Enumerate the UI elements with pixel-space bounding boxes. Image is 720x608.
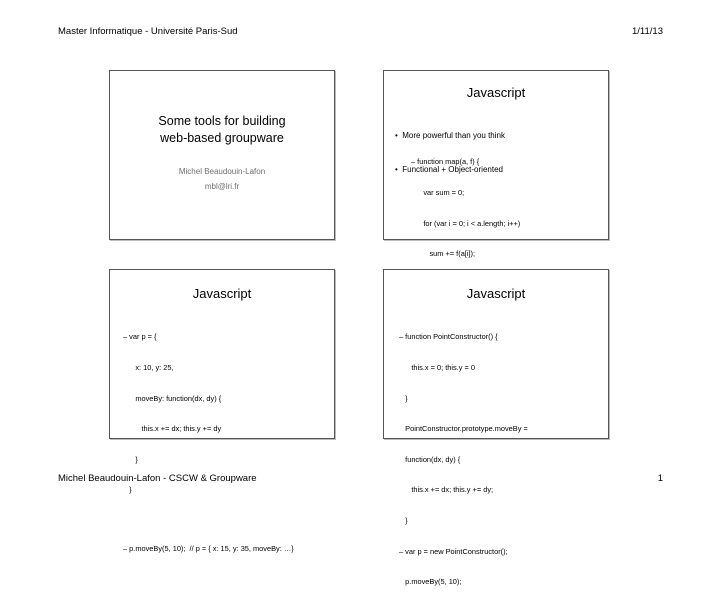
code-line: function(dx, dy) { <box>399 454 461 464</box>
code-line: – var p = new PointConstructor(); <box>399 546 508 556</box>
code-block <box>123 312 294 575</box>
slide-cover <box>109 70 335 240</box>
code-line: PointConstructor.prototype.moveBy = <box>399 424 528 434</box>
bullet-item: • Functional + Object-oriented <box>395 165 503 175</box>
cover-title-line-2: web-based groupware <box>160 131 284 145</box>
code-line: } <box>399 516 408 526</box>
code-line: this.x += dx; this.y += dy; <box>399 485 494 495</box>
code-line: – p.moveBy(5, 10); // p = { x: 15, y: 35, moveBy: …} <box>123 544 294 554</box>
cover-title <box>110 113 334 147</box>
cover-author: Michel Beaudouin-Lafon <box>178 167 266 176</box>
code-line: this.x += dx; this.y += dy <box>123 424 222 434</box>
code-line: moveBy: function(dx, dy) { <box>123 393 222 403</box>
code-line: } <box>399 393 408 403</box>
page-number: 1 <box>657 473 663 484</box>
slide-javascript-1 <box>383 70 609 259</box>
code-line: for (var i = 0; i < a.length; i++) <box>411 218 521 228</box>
code-line: x: 10, y: 25, <box>123 363 174 373</box>
bullet-item: • More powerful than you think <box>395 131 505 141</box>
slide-title: Javascript <box>192 286 252 301</box>
code-line: this.x = 0; this.y = 0 <box>399 363 475 373</box>
code-line: – function PointConstructor() { <box>399 332 498 342</box>
code-line: } <box>123 485 132 495</box>
cover-title-line-1: Some tools for building <box>158 114 286 128</box>
cover-email: mbl@lri.fr <box>204 182 240 191</box>
slide-title: Javascript <box>466 85 526 100</box>
header-date: 1/11/13 <box>632 26 663 37</box>
slide-title: Javascript <box>466 286 526 301</box>
code-line: sum += f(a[i]); <box>411 249 476 259</box>
code-line <box>123 516 294 524</box>
code-line: – function map(a, f) { <box>411 157 480 167</box>
header-left: Master Informatique - Université Paris-Sud <box>58 26 238 37</box>
code-line: – var p = { <box>123 332 157 342</box>
code-line: var sum = 0; <box>411 188 465 198</box>
code-line: p.moveBy(5, 10); <box>399 577 462 587</box>
footer-left: Michel Beaudouin-Lafon - CSCW & Groupware <box>58 473 257 484</box>
cover-subtitle <box>110 164 334 194</box>
code-block <box>399 312 528 608</box>
code-line: } <box>123 454 138 464</box>
slide-javascript-3 <box>383 269 609 587</box>
